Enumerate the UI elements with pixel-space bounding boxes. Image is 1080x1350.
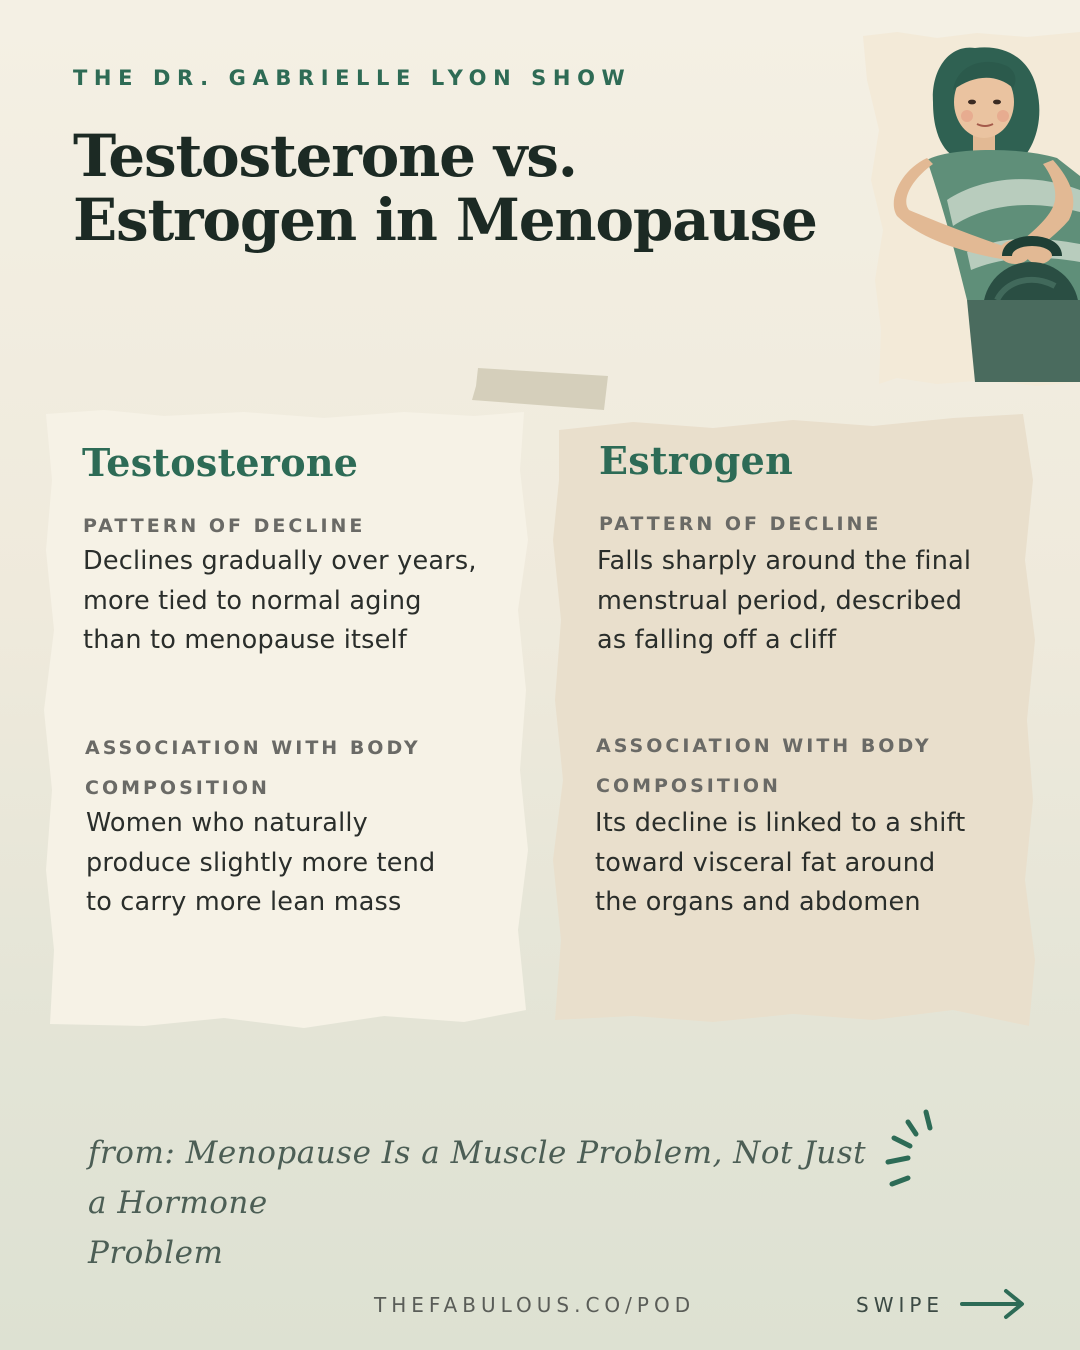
text-line: Declines gradually over years, xyxy=(83,546,477,576)
testosterone-association-label xyxy=(85,728,421,808)
website-link[interactable]: THEFABULOUS.CO/POD xyxy=(374,1293,696,1317)
source-line: Problem xyxy=(88,1235,224,1271)
source-citation xyxy=(88,1128,888,1278)
text-line: Falls sharply around the final xyxy=(597,546,972,576)
estrogen-heading: Estrogen xyxy=(599,438,794,483)
estrogen-association-label xyxy=(596,726,932,806)
text-line: the organs and abdomen xyxy=(595,887,921,917)
page-title-line-2: Estrogen in Menopause xyxy=(73,186,817,254)
page-title-line-1: Testosterone vs. xyxy=(73,122,577,190)
label-line: COMPOSITION xyxy=(85,777,270,799)
estrogen-pattern-text xyxy=(597,542,971,661)
label-line: COMPOSITION xyxy=(596,775,781,797)
estrogen-card xyxy=(553,410,1039,1030)
testosterone-card xyxy=(44,410,530,1030)
arrow-right-icon[interactable] xyxy=(960,1288,1026,1320)
estrogen-pattern-label: PATTERN OF DECLINE xyxy=(599,513,882,535)
text-line: more tied to normal aging xyxy=(83,585,422,616)
testosterone-pattern-text xyxy=(83,542,477,661)
text-line: Women who naturally xyxy=(86,808,368,838)
text-line: than to menopause itself xyxy=(83,625,408,655)
text-line: Its decline is linked to a shift xyxy=(595,808,966,838)
testosterone-association-text xyxy=(86,804,435,923)
tape-strip-icon xyxy=(472,366,610,412)
woman-lifting-kettlebell-icon xyxy=(857,30,1080,390)
text-line: as falling off a cliff xyxy=(597,625,837,655)
spark-lines-icon xyxy=(882,1108,942,1192)
text-line: to carry more lean mass xyxy=(86,887,402,917)
testosterone-heading: Testosterone xyxy=(82,440,359,485)
text-line: menstrual period, described xyxy=(597,585,963,616)
text-line: produce slightly more tend xyxy=(86,847,436,878)
label-line: ASSOCIATION WITH BODY xyxy=(85,737,421,759)
label-line: ASSOCIATION WITH BODY xyxy=(596,735,932,757)
source-line: from: Menopause Is a Muscle Problem, Not Just a Hormone xyxy=(88,1135,867,1221)
show-name: THE DR. GABRIELLE LYON SHOW xyxy=(73,66,632,90)
testosterone-pattern-label: PATTERN OF DECLINE xyxy=(83,515,366,537)
page-title xyxy=(73,124,833,252)
text-line: toward visceral fat around xyxy=(595,847,936,878)
swipe-label[interactable]: SWIPE xyxy=(856,1293,945,1317)
estrogen-association-text xyxy=(595,804,965,923)
